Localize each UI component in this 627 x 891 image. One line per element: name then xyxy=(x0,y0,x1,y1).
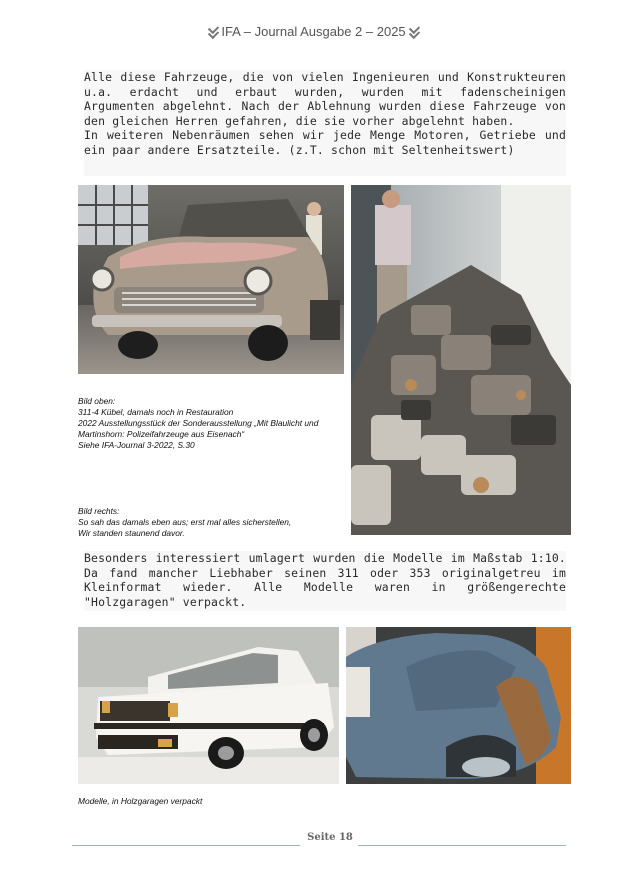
caption-right-line: So sah das damals eben aus; erst mal alles sicherstellen, xyxy=(78,517,292,527)
caption-top-heading: Bild oben: xyxy=(78,396,116,406)
caption-bottom: Modelle, in Holzgaragen verpackt xyxy=(78,796,203,806)
caption-right-line: Wir standen staunend davor. xyxy=(78,528,185,538)
page-footer xyxy=(72,830,566,852)
ornament-icon xyxy=(208,25,218,37)
typed-paragraph-2: In weiteren Nebenräumen sehen wir jede Menge Motoren, Getriebe und ein paar andere Ersatzteile. (z.T. schon mit Seltenheitswert) xyxy=(84,128,566,157)
ornament-icon xyxy=(409,25,419,37)
caption-top-line: 311-4 Kübel, damals noch in Restauration xyxy=(78,407,234,417)
typed-text-block-1 xyxy=(84,70,566,176)
caption-top-line: Siehe IFA-Journal 3-2022, S.30 xyxy=(78,440,195,450)
typed-text-block-2 xyxy=(84,551,566,611)
vintage-car-image xyxy=(78,185,344,374)
typed-paragraph-3: Besonders interessiert umlagert wurden die Modelle im Maßstab 1:10. Da fand mancher Liebhaber seinen 311 oder 353 originalgetreu im Kleinformat wieder. Alle Modelle waren in größengerechte "Holzgaragen" verpackt. xyxy=(84,551,566,609)
footer-rule-right xyxy=(358,845,566,846)
photo-white-model xyxy=(78,627,339,784)
caption-top-line: 2022 Ausstellungsstück der Sonderausstellung „Mit Blaulicht und Martinshorn: Polizeifahrzeuge aus Eisenach“ xyxy=(78,418,319,439)
caption-right-heading: Bild rechts: xyxy=(78,506,120,516)
page-header xyxy=(0,24,627,39)
white-model-image xyxy=(78,627,339,784)
page-number: Seite 18 xyxy=(307,832,353,843)
caption-top xyxy=(78,396,348,451)
engines-image xyxy=(351,185,571,535)
photo-blue-model xyxy=(346,627,571,784)
typed-paragraph-1: Alle diese Fahrzeuge, die von vielen Ingenieuren und Konstrukteuren u.a. erdacht und erbaut wurden, wurden mit fadenscheinigen Argumenten abgelehnt. Nach der Ablehnung wurden diese Fahrzeuge von den gleichen Herren gefahren, die sie vorher abgelehnt haben. xyxy=(84,70,566,128)
footer-rule-left xyxy=(72,845,300,846)
photo-engines xyxy=(351,185,571,535)
header-title: IFA – Journal Ausgabe 2 – 2025 xyxy=(221,24,406,39)
caption-right xyxy=(78,506,348,539)
blue-model-image xyxy=(346,627,571,784)
photo-vintage-car xyxy=(78,185,344,374)
